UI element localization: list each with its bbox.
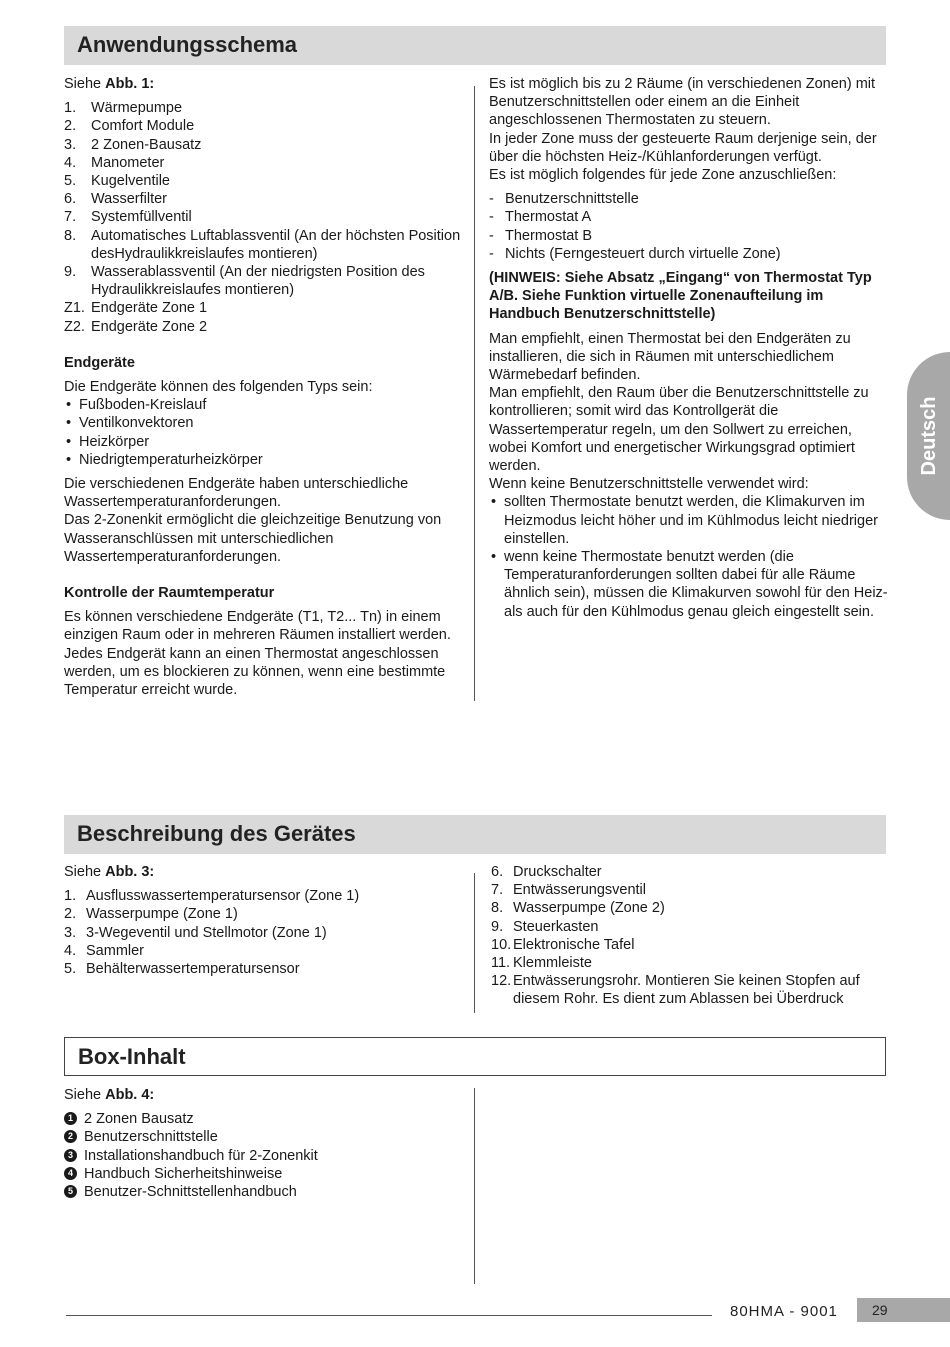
item-text: Wärmepumpe xyxy=(91,100,183,117)
item-text: Automatisches Luftablassventil (An der höchsten Position desHydraulikkreislaufes montieren) xyxy=(91,227,461,262)
list-item xyxy=(64,887,466,905)
item-number: 7. xyxy=(491,882,504,899)
list-item xyxy=(64,1128,466,1146)
item-text: Manometer xyxy=(91,154,165,171)
item-number: 12. xyxy=(491,973,512,990)
list-item xyxy=(491,918,886,936)
item-number: 8. xyxy=(64,227,77,244)
page-number: 29 xyxy=(857,1298,950,1322)
circled-number-icon: 5 xyxy=(64,1185,77,1198)
bullet-icon: • xyxy=(66,397,72,414)
kontrolle-heading: Kontrolle der Raumtemperatur xyxy=(64,585,275,602)
see-figure-line: Siehe Abb. 1: xyxy=(64,76,155,92)
item-text: sollten Thermostate benutzt werden, die Klimakurven im Heizmodus leicht höher und im Kühlmodus leicht niedriger einstellen. xyxy=(504,494,878,547)
hinweis-note: (HINWEIS: Siehe Absatz „Eingang“ von Thermostat Typ A/B. Siehe Funktion virtuelle Zonenaufteilung im Handbuch Benutzerschnittstelle) xyxy=(489,270,872,323)
list-item xyxy=(491,936,886,954)
list-item xyxy=(64,117,466,135)
bullet-icon: • xyxy=(66,433,72,450)
circled-number-icon: 2 xyxy=(64,1130,77,1143)
list-item xyxy=(489,245,889,263)
item-text: Thermostat B xyxy=(505,227,593,244)
endgeraete-paragraph-1: Die verschiedenen Endgeräte haben unterschiedliche Wassertemperaturanforderungen. xyxy=(64,476,409,511)
list-item xyxy=(64,396,466,414)
bullet-icon: • xyxy=(491,494,497,511)
circled-number-icon: 4 xyxy=(64,1167,77,1180)
section3-left-column xyxy=(64,1086,466,1201)
item-text: Ventilkonvektoren xyxy=(79,415,194,432)
item-text: Druckschalter xyxy=(513,864,602,880)
item-text: 2 Zonen Bausatz xyxy=(84,1111,194,1128)
right-paragraph-1: Es ist möglich bis zu 2 Räume (in verschiedenen Zonen) mit Benutzerschnittstellen oder einem an die Einheit angeschlossenen Thermostaten zu steuern. xyxy=(489,76,876,129)
circled-number-icon: 1 xyxy=(64,1112,77,1125)
item-text: 2 Zonen-Bausatz xyxy=(91,136,202,153)
section-header-box-inhalt xyxy=(64,1037,886,1076)
list-item xyxy=(64,208,466,226)
right-paragraph-2: In jeder Zone muss der gesteuerte Raum derjenige sein, der über die höchsten Heiz-/Kühlanforderungen verfügt. xyxy=(489,130,877,165)
item-number: 1. xyxy=(64,888,77,905)
list-item xyxy=(489,190,889,208)
bullet-icon: • xyxy=(66,451,72,468)
list-item xyxy=(64,942,466,960)
item-text: Wasserpumpe (Zone 2) xyxy=(513,900,665,917)
section1-left-column xyxy=(64,75,466,699)
section-title: Box-Inhalt xyxy=(78,1044,186,1069)
device-parts-list-right xyxy=(491,863,886,1009)
item-text: Benutzer-Schnittstellenhandbuch xyxy=(84,1184,297,1201)
connection-options-list xyxy=(489,190,889,263)
list-item xyxy=(64,99,466,117)
list-item xyxy=(64,451,466,469)
endgeraete-paragraph-2: Das 2-Zonenkit ermöglicht die gleichzeitige Benutzung von Wasseranschlüssen mit unterschiedlichen Wassertemperaturanforderungen. xyxy=(64,512,442,565)
language-side-tab xyxy=(907,352,950,520)
section-title: Beschreibung des Gerätes xyxy=(77,821,356,846)
list-item xyxy=(64,227,466,263)
item-text: Benutzerschnittstelle xyxy=(84,1129,218,1146)
bullet-icon: • xyxy=(491,549,497,566)
item-text: Kugelventile xyxy=(91,173,170,190)
list-item xyxy=(64,905,466,923)
section-title: Anwendungsschema xyxy=(77,32,298,57)
item-number: 2. xyxy=(64,118,77,135)
item-text: Niedrigtemperaturheizkörper xyxy=(79,451,263,468)
item-number: 9. xyxy=(491,918,504,935)
right-paragraph-5: Man empfiehlt, den Raum über die Benutzerschnittstelle zu kontrollieren; somit wird das Kontrollgerät die Wassertemperatur regeln, um den Sollwert zu erreichen, wobei Komfort und energetischer Wirkungsgrad optimiert werden. xyxy=(489,385,869,475)
item-number: 5. xyxy=(64,173,77,190)
item-text: Behälterwassertemperatursensor xyxy=(86,961,300,978)
item-text: Steuerkasten xyxy=(513,918,599,935)
item-text: Handbuch Sicherheitshinweise xyxy=(84,1165,283,1182)
list-item xyxy=(491,972,886,1008)
item-text: Comfort Module xyxy=(91,118,195,135)
item-text: Wasserpumpe (Zone 1) xyxy=(86,906,238,923)
item-number: 3. xyxy=(64,924,77,941)
item-text: Thermostat A xyxy=(505,209,592,226)
item-text: wenn keine Thermostate benutzt werden (die Temperaturanforderungen sollten dabei für alle Räume ähnlich sein), müssen die Klimakurven sowohl für den Heiz-als auch für den Kühlmodus genau gleich eingestellt sein. xyxy=(504,549,888,620)
list-item xyxy=(489,227,889,245)
item-text: Benutzerschnittstelle xyxy=(505,191,639,208)
list-item xyxy=(489,493,889,548)
column-divider xyxy=(474,86,475,701)
section2-right-column xyxy=(491,863,886,1009)
item-number: 4. xyxy=(64,942,77,959)
see-figure-line: Siehe Abb. 3: xyxy=(64,864,155,880)
item-number: 2. xyxy=(64,906,77,923)
document-code: 80HMA - 9001 xyxy=(730,1303,838,1320)
list-item xyxy=(64,318,466,336)
item-text: Wasserfilter xyxy=(91,191,167,208)
item-text: Ausflusswassertemperatursensor (Zone 1) xyxy=(86,888,360,905)
item-text: Wasserablassventil (An der niedrigsten Position des Hydraulikkreislaufes montieren) xyxy=(91,264,425,299)
list-item xyxy=(64,190,466,208)
item-text: Endgeräte Zone 1 xyxy=(91,300,208,317)
item-text: Elektronische Tafel xyxy=(513,936,635,953)
item-number: 10. xyxy=(491,936,512,953)
item-text: Entwässerungsventil xyxy=(513,882,646,899)
list-item xyxy=(64,433,466,451)
item-text: Fußboden-Kreislauf xyxy=(79,397,207,414)
device-parts-list-left xyxy=(64,887,466,978)
footer-rule xyxy=(66,1315,712,1316)
dash-icon: - xyxy=(489,209,494,226)
kontrolle-paragraph: Es können verschiedene Endgeräte (T1, T2... Tn) in einem einzigen Raum oder in mehreren Räumen installiert werden. Jedes Endgerät kann an einen Thermostat angeschlossen werden, um es blockieren zu können, wenn eine bestimmte Temperatur erreicht wurde. xyxy=(64,609,451,699)
circled-number-icon: 3 xyxy=(64,1149,77,1162)
right-paragraph-4: Man empfiehlt, einen Thermostat bei den Endgeräten zu installieren, die sich in Räumen mit unterschiedlichem Wärmebedarf befinden. xyxy=(489,330,851,384)
section2-left-column xyxy=(64,863,466,978)
item-text: Entwässerungsrohr. Montieren Sie keinen Stopfen auf diesem Rohr. Es dient zum Ablassen bei Überdruck xyxy=(513,973,860,1008)
item-number: 5. xyxy=(64,961,77,978)
component-list xyxy=(64,99,466,336)
item-text: Systemfüllventil xyxy=(91,209,192,226)
item-number: 11. xyxy=(491,955,511,972)
list-item xyxy=(64,1147,466,1165)
list-item xyxy=(64,1110,466,1128)
section1-right-column xyxy=(489,75,889,621)
list-item xyxy=(64,136,466,154)
language-label: Deutsch xyxy=(917,396,940,476)
list-item xyxy=(64,960,466,978)
column-divider xyxy=(474,1088,475,1284)
list-item xyxy=(489,548,889,621)
endgeraete-intro: Die Endgeräte können des folgenden Typs sein: xyxy=(64,379,373,396)
bullet-icon: • xyxy=(66,415,72,432)
item-text: Heizkörper xyxy=(79,433,150,450)
list-item xyxy=(491,881,886,899)
column-divider xyxy=(474,873,475,1013)
right-paragraph-6: Wenn keine Benutzerschnittstelle verwendet wird: xyxy=(489,476,809,493)
item-number: 4. xyxy=(64,154,77,171)
item-number: Z2. xyxy=(64,318,85,335)
list-item xyxy=(491,899,886,917)
dash-icon: - xyxy=(489,245,494,262)
item-text: Klemmleiste xyxy=(513,955,592,972)
item-number: 6. xyxy=(64,191,77,208)
list-item xyxy=(64,154,466,172)
item-text: Nichts (Ferngesteuert durch virtuelle Zone) xyxy=(505,245,781,262)
box-content-list xyxy=(64,1110,466,1201)
list-item xyxy=(491,863,886,881)
item-text: Endgeräte Zone 2 xyxy=(91,318,208,335)
item-text: Installationshandbuch für 2-Zonenkit xyxy=(84,1147,318,1164)
list-item xyxy=(64,1165,466,1183)
section-header-beschreibung xyxy=(64,815,886,854)
item-text: 3-Wegeventil und Stellmotor (Zone 1) xyxy=(86,924,327,941)
right-paragraph-3: Es ist möglich folgendes für jede Zone anzuschließen: xyxy=(489,167,837,184)
dash-icon: - xyxy=(489,191,494,208)
dash-icon: - xyxy=(489,227,494,244)
item-number: 1. xyxy=(64,100,77,117)
list-item xyxy=(489,208,889,226)
list-item xyxy=(64,299,466,317)
list-item xyxy=(64,172,466,190)
item-number: 3. xyxy=(64,136,77,153)
list-item xyxy=(64,1183,466,1201)
endgeraete-type-list xyxy=(64,396,466,469)
section-header-anwendungsschema xyxy=(64,26,886,65)
item-number: 8. xyxy=(491,900,504,917)
item-number: Z1. xyxy=(64,300,85,317)
item-number: 6. xyxy=(491,864,504,880)
item-number: 9. xyxy=(64,264,77,281)
list-item xyxy=(64,263,466,299)
item-text: Sammler xyxy=(86,942,145,959)
list-item xyxy=(64,924,466,942)
list-item xyxy=(64,414,466,432)
no-ui-bullet-list xyxy=(489,493,889,620)
item-number: 7. xyxy=(64,209,77,226)
endgeraete-heading: Endgeräte xyxy=(64,354,135,371)
list-item xyxy=(491,954,886,972)
see-figure-line: Siehe Abb. 4: xyxy=(64,1087,155,1103)
